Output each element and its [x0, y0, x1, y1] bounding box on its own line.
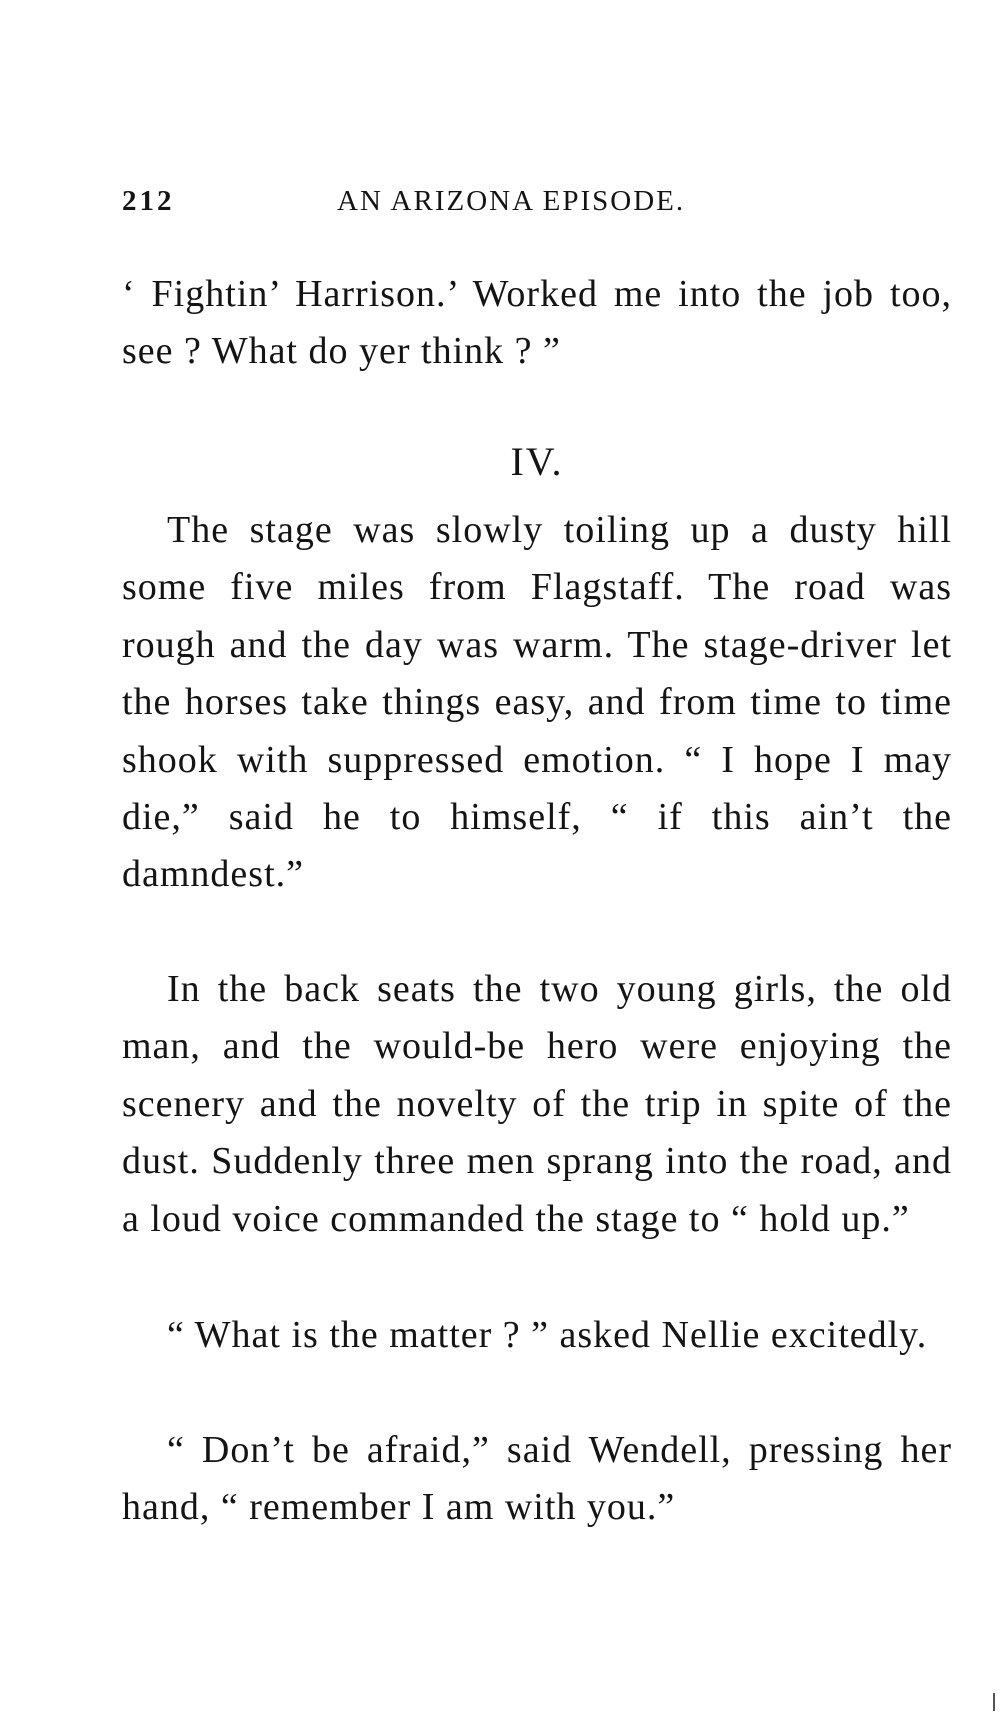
paragraph: [122, 502, 952, 904]
page-number: 212: [122, 185, 175, 217]
paragraph-text: “ What is the matter ? ” asked Nellie excitedly.: [167, 1314, 928, 1356]
page-edge-mark: [993, 1693, 995, 1711]
running-head: [122, 185, 952, 225]
paragraph: [122, 1422, 952, 1537]
paragraph: [122, 961, 952, 1248]
paragraph-text: “ Don’t be afraid,” said Wendell, pressing her hand, “ remember I am with you.”: [122, 1429, 952, 1529]
paragraph-text: In the back seats the two young girls, the old man, and the would-be hero were enjoying the scenery and the novelty of the trip in spite of the dust. Suddenly three men sprang into the road, and a loud voice commanded the stage to “ hold up.”: [122, 968, 952, 1240]
paragraph: [122, 1307, 952, 1364]
paragraph-text: ‘ Fightin’ Harrison.’ Worked me into the job too, see ? What do yer think ? ”: [122, 273, 952, 373]
chapter-heading: IV.: [510, 439, 564, 484]
continued-paragraph: [122, 266, 952, 381]
running-title: AN ARIZONA EPISODE.: [337, 185, 686, 217]
paragraph-text: The stage was slowly toiling up a dusty hill some five miles from Flagstaff. The road was rough and the day was warm. The stage-driver let the horses take things easy, and from time to time shook with suppressed emotion. “ I hope I may die,” said he to himself, “ if this ain’t the damndest.”: [122, 509, 952, 896]
